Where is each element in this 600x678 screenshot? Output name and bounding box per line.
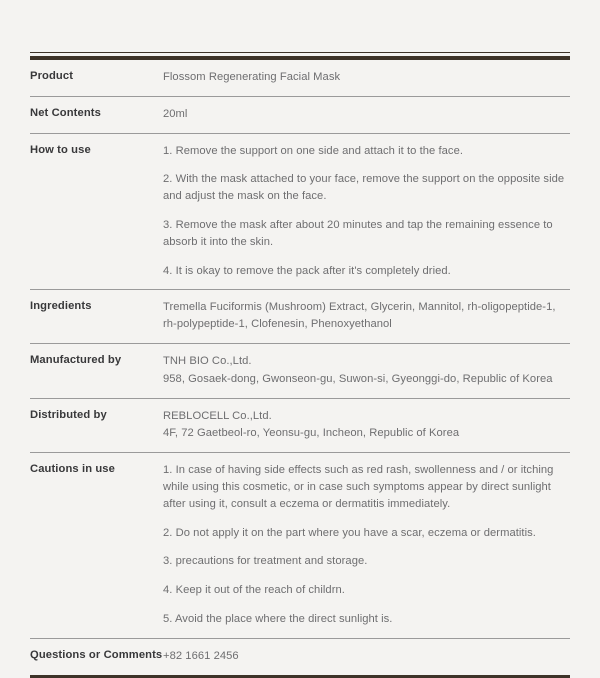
row-value (163, 638, 570, 674)
value-line: TNH BIO Co.,Ltd. (163, 354, 252, 367)
row-label: Questions or Comments (30, 648, 163, 661)
table-row (30, 398, 570, 453)
value-paragraph: 2. Do not apply it on the part where you have a scar, eczema or dermatitis. (163, 526, 536, 539)
table-row (30, 343, 570, 398)
table-bottom-bar (30, 675, 570, 678)
value-paragraph: 1. In case of having side effects such as red rash, swollenness and / or itching while using this cosmetic, or in case such symptoms appear by direct sunlight after using it, consult a eczema or dermatitis immediately. (163, 464, 554, 510)
table-row (30, 290, 570, 344)
table-row (30, 133, 570, 290)
value-paragraph: 3. Remove the mask after about 20 minutes and tap the remaining essence to absorb it into the skin. (163, 218, 553, 248)
value-line: REBLOCELL Co.,Ltd. (163, 409, 272, 422)
table-row (30, 638, 570, 674)
row-label: Product (30, 60, 163, 96)
row-label: Ingredients (30, 290, 163, 344)
row-label: Distributed by (30, 398, 163, 453)
row-value (163, 96, 570, 133)
table-row (30, 60, 570, 96)
spec-table-body (30, 60, 570, 675)
row-value (163, 398, 570, 453)
value-paragraph: Tremella Fuciformis (Mushroom) Extract, Glycerin, Mannitol, rh-oligopeptide-1, rh-polypeptide-1, Clofenesin, Phenoxyethanol (163, 301, 556, 331)
value-line: 958, Gosaek-dong, Gwonseon-gu, Suwon-si, Gyeonggi-do, Republic of Korea (163, 372, 553, 385)
row-label: How to use (30, 133, 163, 290)
spec-rows (30, 60, 570, 675)
value-paragraph: 3. precautions for treatment and storage. (163, 555, 368, 568)
value-paragraph: 20ml (163, 107, 188, 120)
value-paragraph: 1. Remove the support on one side and attach it to the face. (163, 144, 464, 157)
product-spec-table (30, 52, 570, 678)
value-paragraph: 4. It is okay to remove the pack after it's completely dried. (163, 264, 451, 277)
row-value (163, 290, 570, 344)
value-paragraph: +82 1661 2456 (163, 649, 239, 662)
row-value (163, 60, 570, 96)
value-line: 4F, 72 Gaetbeol-ro, Yeonsu-gu, Incheon, Republic of Korea (163, 427, 460, 440)
row-value (163, 133, 570, 290)
value-paragraph: 2. With the mask attached to your face, remove the support on the opposite side and adjust the mask on the face. (163, 173, 565, 203)
row-label: Manufactured by (30, 343, 163, 398)
row-label: Cautions in use (30, 453, 163, 639)
value-paragraph: 4. Keep it out of the reach of childrn. (163, 584, 345, 597)
table-row (30, 453, 570, 639)
value-paragraph: Flossom Regenerating Facial Mask (163, 71, 341, 83)
value-paragraph: 5. Avoid the place where the direct sunlight is. (163, 612, 393, 625)
row-value (163, 453, 570, 639)
row-label: Net Contents (30, 96, 163, 133)
table-row (30, 96, 570, 133)
row-value (163, 343, 570, 398)
